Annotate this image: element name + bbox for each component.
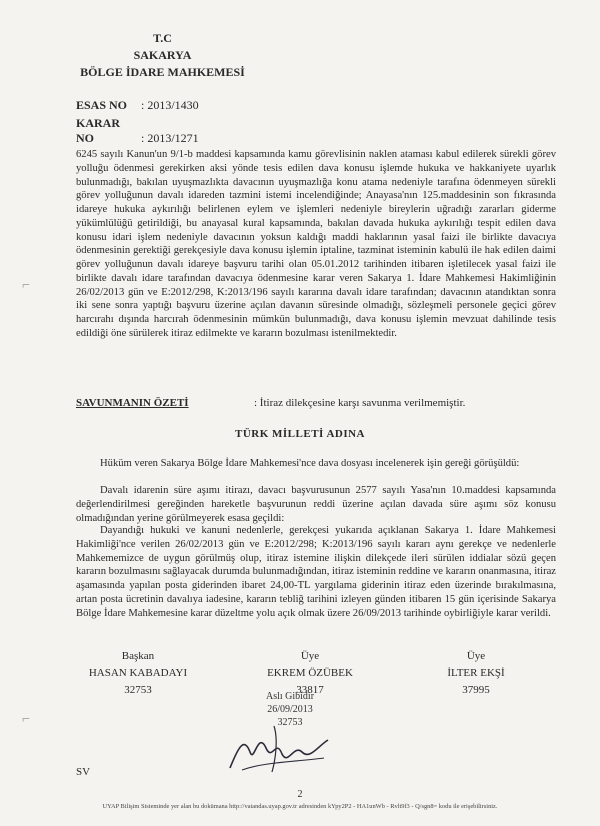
sv-label: SV	[76, 766, 91, 778]
defense-summary	[76, 397, 465, 409]
judge-id: 33817	[296, 684, 324, 696]
defense-label: SAVUNMANIN ÖZETİ	[76, 397, 189, 409]
uyap-footer: UYAP Bilişim Sisteminde yer alan bu dokümana http://vatandas.uyap.gov.tr adresinden kYpy2P2 - HA1unWb - Rvlt9f3 - Q/sgn8= kodu ile erişebilirsiniz.	[102, 803, 498, 810]
judge-title: Üye	[466, 650, 486, 662]
stamp-date: 26/09/2013	[267, 704, 313, 715]
defense-text: : İtiraz dilekçesine karşı savunma verilmemiştir.	[254, 397, 466, 409]
handwritten-signature	[224, 718, 334, 778]
judge-title: Üye	[300, 650, 320, 662]
judge-president	[68, 648, 208, 699]
esas-row	[76, 98, 199, 113]
scan-mark: ⌐	[22, 278, 30, 293]
judge-name: İLTER EKŞİ	[447, 667, 505, 679]
judge-id: 32753	[124, 684, 152, 696]
header-tc: T.C	[153, 31, 172, 45]
karar-label: KARAR NO	[76, 116, 120, 145]
nation-title: TÜRK MİLLETİ ADINA	[234, 428, 366, 440]
scan-mark-lower: ⌐	[22, 712, 30, 727]
judge-title: Başkan	[121, 650, 155, 662]
stamp-number: 32753	[277, 717, 303, 728]
header-court-name: BÖLGE İDARE MAHKEMESİ	[80, 65, 245, 79]
judge-name: HASAN KABADAYI	[88, 667, 188, 679]
paragraph-2: Davalı idarenin süre aşımı itirazı, davacı başvurusunun 2577 sayılı Yasa'nın 10.maddesi kapsamında değerlendirilmesi gereğinden hareketle başvurunun reddi üzerine açılan davada süre aşımı söz konusu olmadığından yerine görülmeyerek esasa geçildi:	[76, 485, 556, 524]
karar-value: : 2013/1271	[141, 131, 199, 145]
stamp-text: Aslı Gibidir	[265, 691, 315, 702]
page-number: 2	[297, 789, 303, 800]
esas-value: : 2013/1430	[141, 98, 199, 112]
court-header	[75, 30, 250, 81]
header-city: SAKARYA	[133, 48, 192, 62]
judge-id: 37995	[462, 684, 490, 696]
karar-row	[76, 116, 199, 146]
paragraph-3: Dayandığı hukuki ve kanuni nedenlerle, gerekçesi yukarıda açıklanan Sakarya 1. İdare Mahkemesi Hakimliği'nce verilen 26/02/2013 gün ve E:2012/298; K:2013/196 sayılı kararı aynı gerekçe ve nedenlerle Mahkememizce de uygun görülmüş olup, itiraz istemine ilişkin dilekçede ileri sürülen iddialar sözü geçen kararın bozulmasını sağlayacak durumda bulunmadığından, itiraz isteminin reddine ve kararın onanmasına, itiraz aşamasında yapılan posta giderinden ibaret 24,00-TL yargılama giderinin itiraz eden üzerinde bırakılmasına, artan posta ücretinin davalıya iadesine, kararın tebliğ tarihini izleyen günden itibaren 15 gün içerisinde Sakarya Bölge İdare Mahkemesine karar düzeltme yolu açık olmak üzere 26/09/2013 tarihinde oybirliğiyle karar verildi.	[76, 525, 556, 619]
judge-member-2	[406, 648, 546, 699]
paragraph-1: Hüküm veren Sakarya Bölge İdare Mahkemesi'nce dava dosyası incelenerek işin gereği görüşüldü:	[100, 458, 520, 469]
case-summary: 6245 sayılı Kanun'un 9/1-b maddesi kapsamında kamu görevlisinin naklen ataması kabul edilerek sürekli görev yolluğu ödenmesi gerekirken aksi yönde tesis edilen dava konusu işlemde hukuka ve hakkaniyete uyarlık bulunmadığı, bakılan uyuşmazlıkta davacının uyuşmazlığa konu atama nedeniyle tarafına ödenmeyen sürekli görev yolluğunun davalı idareden tazmini istemi incelendiğinde; Anayasa'nın 125.maddesinin son fıkrasında idareye hukuka aykırılığı belirlenen eylem ve işlemleri nedeniyle bireylerin uğradığı zararları giderme yükümlülüğü getirildiği, bu anayasal kural kapsamında, bakılan davada hukuka aykırılığı tespit edilen dava konusu idari işlem nedeniyle davacının yoksun kaldığı maddi haklarının yasal faizi ile birlikte davacıya ödenmesinin gerektiği gerekçesiyle dava konusu işlemin iptaline, tazminat isteminin kabulü ile hak edilen daimi görev yolluğunun davalı idareye başvuru tarihi olan 05.01.2012 tarihinden itibaren işletilecek yasal faizi ile birlikte davalı idare tarafından davacıya ödenmesine karar veren Sakarya 1. İdare Mahkemesi Hakimliğinin 26/02/2013 gün ve E:2012/298, K:2013/196 sayılı kararına davalı idare tarafından; davacının atandıktan sonra iki sene sonra yaptığı başvuru üzerine açılan davanın süresinde olmadığı, sözleşmeli personele geçici görev harcırahı dışında harcırah ödenmesinin mümkün bulunmadığı, dava konusu işlemin mevzuat dahilinde tesis edildiği öne sürülerek itiraz edilmekte ve kararın bozulması istenilmektedir.	[76, 149, 556, 339]
esas-label: ESAS NO	[76, 98, 128, 112]
judge-name: EKREM ÖZÜBEK	[267, 667, 353, 679]
